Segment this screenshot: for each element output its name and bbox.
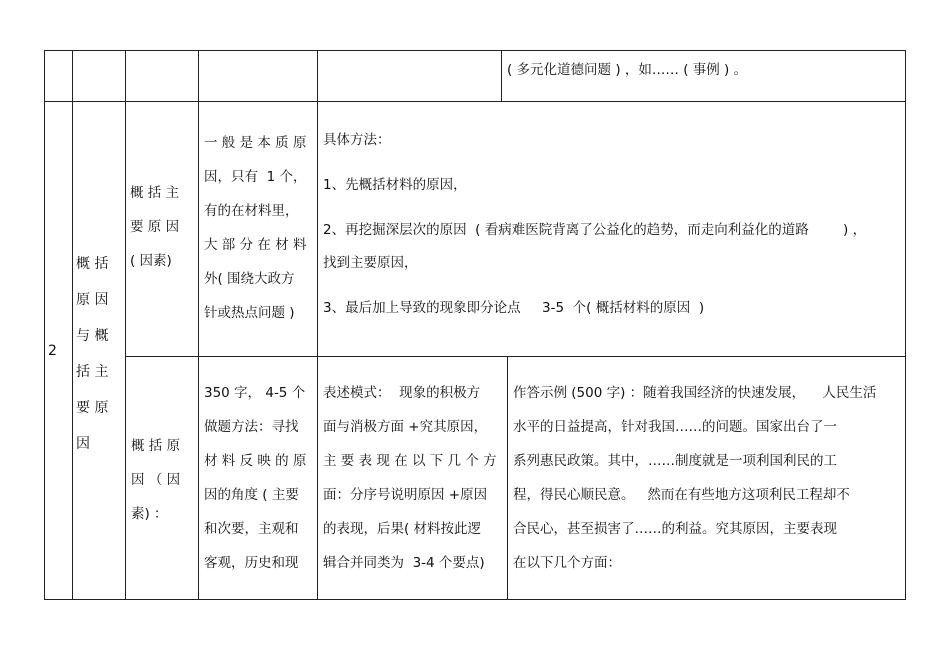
example-line: 系列惠民政策。其中，……制度就是一项利国利民的工 [513, 453, 837, 469]
col-divider-1 [72, 50, 73, 600]
category-line: 与 概 [76, 328, 109, 344]
col-divider-bottom-example [507, 356, 508, 600]
mode-line: 面：分序号说明原因 +原因 [323, 487, 488, 503]
section1-notes [204, 126, 306, 330]
section2-example [513, 376, 876, 580]
section2-note-line: 材 料 反 映 的 原 [204, 453, 307, 469]
method-line: 2、再挖掘深层次的原因 ( 看病难医院背离了公益化的趋势，而走向利益化的道路 ) ， [323, 222, 867, 238]
section2-mode [323, 376, 497, 580]
section2-note-line: 做题方法：寻找 [204, 419, 299, 435]
row-index: 2 [48, 343, 57, 359]
category-line: 概 括 [76, 256, 109, 272]
section2-note-line: 因的角度 ( 主要 [204, 487, 299, 503]
section2-note-line: 客观，历史和现 [204, 555, 299, 571]
section1-method [323, 124, 866, 325]
mode-line: 的表现，后果( 材料按此逻 [323, 521, 482, 537]
example-line: 作答示例 (500 字) ：随着我国经济的快速发展， 人民生活 [513, 385, 877, 401]
col-divider-4 [317, 50, 318, 600]
section2-note-line: 和次要，主观和 [204, 521, 299, 537]
method-line: 具体方法： [323, 132, 391, 148]
section2-title-line: 因 （ 因 [131, 472, 181, 488]
mode-line: 辑合并同类为 3-4 个要点) [323, 555, 485, 571]
top-row-example-text: ( 多元化道德问题 ) ，如…… ( 事例 ) 。 [507, 62, 748, 78]
method-line: 1、先概括材料的原因， [323, 177, 467, 193]
section1-note-line: 因，只有 1 个， [204, 169, 307, 185]
section2-title-line: 概 括 原 [131, 438, 181, 454]
category-line: 因 [76, 436, 90, 452]
table-border-left [44, 50, 45, 600]
category-cell [76, 246, 108, 462]
category-line: 要 原 [76, 400, 109, 416]
section1-title-line: 要 原 因 [130, 219, 180, 235]
section2-note-line: 350 字， 4-5 个 [204, 385, 306, 401]
table-border-top [44, 50, 905, 51]
section1-note-line: 一 般 是 本 质 原 [204, 135, 307, 151]
section-divider [125, 356, 905, 357]
mode-line: 表述模式： 现象的积极方 [323, 385, 481, 401]
method-line: 3、最后加上导致的现象即分论点 3-5 个( 概括材料的原因 ) [323, 300, 705, 316]
row-divider [44, 101, 905, 102]
example-line: 合民心，甚至损害了……的利益。究其原因，主要表现 [513, 521, 837, 537]
table-border-bottom [44, 599, 905, 600]
section2-notes [204, 376, 306, 580]
section1-title-line: ( 因素) [130, 253, 172, 269]
section2-title [131, 429, 180, 531]
section1-note-line: 大 部 分 在 材 料 [204, 237, 307, 253]
col-divider-top-example [501, 50, 502, 101]
example-line: 水平的日益提高，针对我国……的问题。国家出台了一 [513, 419, 837, 435]
section2-title-line: 素) ： [131, 506, 168, 522]
section1-title-line: 概 括 主 [130, 185, 180, 201]
example-line: 程，得民心顺民意。 然而在有些地方这项利民工程却不 [513, 487, 850, 503]
section1-note-line: 有的在材料里， [204, 203, 299, 219]
col-divider-3 [198, 50, 199, 600]
example-line: 在以下几个方面： [513, 555, 621, 571]
mode-line: 面与消极方面 +究其原因， [323, 419, 488, 435]
method-line: 找到主要原因， [323, 255, 418, 271]
mode-line: 主 要 表 现 在 以 下 几 个 方 [323, 453, 497, 469]
section1-note-line: 针或热点问题 ) [204, 305, 295, 321]
section1-title [130, 176, 179, 278]
section1-note-line: 外( 围绕大政方 [204, 271, 295, 287]
category-line: 原 因 [76, 292, 109, 308]
col-divider-2 [125, 50, 126, 600]
table-border-right [905, 50, 906, 600]
category-line: 括 主 [76, 364, 109, 380]
